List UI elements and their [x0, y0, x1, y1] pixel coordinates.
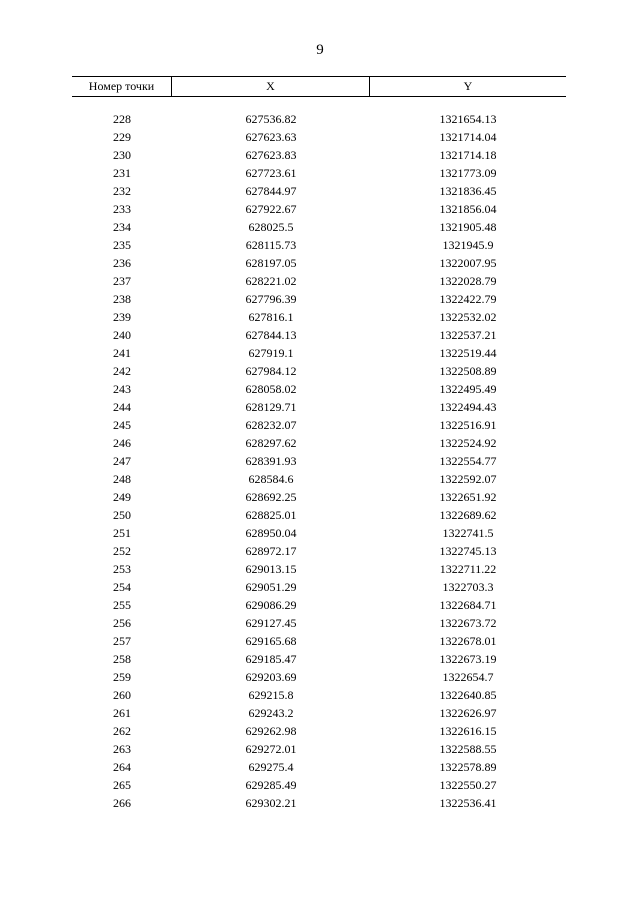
x-cell: 628972.17 [245, 544, 297, 558]
x-cell: 629272.01 [245, 742, 297, 756]
y-cell: 1322654.7 [442, 670, 494, 684]
x-cell: 629127.45 [245, 616, 297, 630]
y-cell: 1322626.97 [439, 706, 497, 720]
table-row [72, 200, 566, 218]
header-x: X [172, 77, 370, 96]
table-row [72, 632, 566, 650]
x-cell: 627922.67 [245, 202, 297, 216]
table-row [72, 560, 566, 578]
y-cell: 1322519.44 [439, 346, 497, 360]
table-row [72, 344, 566, 362]
point-number-cell: 251 [113, 526, 131, 540]
x-cell: 627816.1 [248, 310, 294, 324]
point-number-cell: 239 [113, 310, 131, 324]
x-cell: 629013.15 [245, 562, 297, 576]
table-row [72, 272, 566, 290]
point-number-cell: 247 [113, 454, 131, 468]
table-row [72, 704, 566, 722]
table-row [72, 362, 566, 380]
x-cell: 629275.4 [248, 760, 294, 774]
table-row [72, 290, 566, 308]
point-number-cell: 243 [113, 382, 131, 396]
x-cell: 628232.07 [245, 418, 297, 432]
table-row [72, 740, 566, 758]
y-cell: 1322516.91 [439, 418, 497, 432]
y-cell: 1321714.04 [439, 130, 497, 144]
point-number-cell: 240 [113, 328, 131, 342]
point-number-cell: 250 [113, 508, 131, 522]
y-cell: 1322028.79 [439, 274, 497, 288]
y-cell: 1322422.79 [439, 292, 497, 306]
x-cell: 628197.05 [245, 256, 297, 270]
x-cell: 628391.93 [245, 454, 297, 468]
table-row [72, 110, 566, 128]
point-number-cell: 249 [113, 490, 131, 504]
x-cell: 628115.73 [245, 238, 297, 252]
y-cell: 1322508.89 [439, 364, 497, 378]
point-number-cell: 265 [113, 778, 131, 792]
x-cell: 627623.83 [245, 148, 297, 162]
point-number-cell: 264 [113, 760, 131, 774]
y-cell: 1322592.07 [439, 472, 497, 486]
y-cell: 1321654.13 [439, 112, 497, 126]
y-cell: 1322640.85 [439, 688, 497, 702]
point-number-cell: 256 [113, 616, 131, 630]
y-cell: 1321773.09 [439, 166, 497, 180]
y-cell: 1322651.92 [439, 490, 497, 504]
table-row [72, 236, 566, 254]
point-number-cell: 238 [113, 292, 131, 306]
table-row [72, 488, 566, 506]
x-cell: 629185.47 [245, 652, 297, 666]
y-cell: 1322711.22 [439, 562, 497, 576]
y-cell: 1322007.95 [439, 256, 497, 270]
y-cell: 1322554.77 [439, 454, 497, 468]
y-cell: 1322678.01 [439, 634, 497, 648]
table-row [72, 668, 566, 686]
x-cell: 627919.1 [248, 346, 294, 360]
y-cell: 1322578.89 [439, 760, 497, 774]
x-cell: 629285.49 [245, 778, 297, 792]
point-number-cell: 246 [113, 436, 131, 450]
point-number-cell: 237 [113, 274, 131, 288]
table-row [72, 254, 566, 272]
point-number-cell: 233 [113, 202, 131, 216]
table-row [72, 506, 566, 524]
y-cell: 1322495.49 [439, 382, 497, 396]
x-cell: 628825.01 [245, 508, 297, 522]
point-number-cell: 260 [113, 688, 131, 702]
point-number-cell: 254 [113, 580, 131, 594]
x-cell: 628297.62 [245, 436, 297, 450]
y-cell: 1322588.55 [439, 742, 497, 756]
point-number-cell: 245 [113, 418, 131, 432]
x-cell: 627623.63 [245, 130, 297, 144]
x-cell: 629165.68 [245, 634, 297, 648]
point-number-cell: 242 [113, 364, 131, 378]
point-number-cell: 232 [113, 184, 131, 198]
point-number-cell: 258 [113, 652, 131, 666]
y-cell: 1322524.92 [439, 436, 497, 450]
table-row [72, 146, 566, 164]
y-cell: 1322537.21 [439, 328, 497, 342]
table-row [72, 434, 566, 452]
y-cell: 1322741.5 [442, 526, 494, 540]
x-cell: 628058.02 [245, 382, 297, 396]
y-cell: 1321905.48 [439, 220, 497, 234]
point-number-cell: 231 [113, 166, 131, 180]
table-row [72, 164, 566, 182]
header-point-number: Номер точки [72, 77, 172, 96]
x-cell: 629243.2 [248, 706, 294, 720]
point-number-cell: 262 [113, 724, 131, 738]
y-cell: 1322536.41 [439, 796, 497, 810]
x-cell: 627844.13 [245, 328, 297, 342]
header-y: Y [463, 79, 473, 93]
table-row [72, 686, 566, 704]
table-row [72, 326, 566, 344]
table-row [72, 452, 566, 470]
point-number-cell: 248 [113, 472, 131, 486]
y-cell: 1321856.04 [439, 202, 497, 216]
table-row [72, 182, 566, 200]
table-row [72, 650, 566, 668]
x-cell: 629302.21 [245, 796, 297, 810]
y-cell: 1322494.43 [439, 400, 497, 414]
table-row [72, 542, 566, 560]
point-number-cell: 230 [113, 148, 131, 162]
x-cell: 627723.61 [245, 166, 297, 180]
table-row [72, 416, 566, 434]
x-cell: 628950.04 [245, 526, 297, 540]
point-number-cell: 259 [113, 670, 131, 684]
y-cell: 1322673.72 [439, 616, 497, 630]
x-cell: 628692.25 [245, 490, 297, 504]
y-cell: 1322673.19 [439, 652, 497, 666]
y-cell: 1321945.9 [442, 238, 494, 252]
x-cell: 629203.69 [245, 670, 297, 684]
table-row [72, 614, 566, 632]
y-cell: 1322689.62 [439, 508, 497, 522]
point-number-cell: 253 [113, 562, 131, 576]
point-number-cell: 257 [113, 634, 131, 648]
table-row [72, 578, 566, 596]
table-row [72, 380, 566, 398]
point-number-cell: 266 [113, 796, 131, 810]
point-number-cell: 261 [113, 706, 131, 720]
y-cell: 1321714.18 [439, 148, 497, 162]
x-cell: 629051.29 [245, 580, 297, 594]
point-number-cell: 235 [113, 238, 131, 252]
point-number-cell: 244 [113, 400, 131, 414]
point-number-cell: 241 [113, 346, 131, 360]
x-cell: 628221.02 [245, 274, 297, 288]
point-number-cell: 234 [113, 220, 131, 234]
point-number-cell: 229 [113, 130, 131, 144]
table-row [72, 524, 566, 542]
table-row [72, 218, 566, 236]
coordinates-table [72, 76, 566, 812]
x-cell: 629086.29 [245, 598, 297, 612]
point-number-cell: 255 [113, 598, 131, 612]
x-cell: 628584.6 [248, 472, 294, 486]
table-row [72, 794, 566, 812]
point-number-cell: 263 [113, 742, 131, 756]
y-cell: 1322550.27 [439, 778, 497, 792]
table-row [72, 722, 566, 740]
table-row [72, 776, 566, 794]
x-cell: 629215.8 [248, 688, 294, 702]
x-cell: 629262.98 [245, 724, 297, 738]
x-cell: 627796.39 [245, 292, 297, 306]
table-row [72, 398, 566, 416]
table-body [72, 97, 566, 812]
table-row [72, 758, 566, 776]
table-row [72, 596, 566, 614]
point-number-cell: 252 [113, 544, 131, 558]
y-cell: 1322703.3 [442, 580, 494, 594]
x-cell: 628025.5 [248, 220, 294, 234]
table-row [72, 470, 566, 488]
y-cell: 1322684.71 [439, 598, 497, 612]
point-number-cell: 236 [113, 256, 131, 270]
x-cell: 627844.97 [245, 184, 297, 198]
table-row [72, 308, 566, 326]
y-cell: 1322532.02 [439, 310, 497, 324]
point-number-cell: 228 [113, 112, 131, 126]
x-cell: 628129.71 [245, 400, 297, 414]
y-cell: 1322616.15 [439, 724, 497, 738]
y-cell: 1321836.45 [439, 184, 497, 198]
table-header [72, 76, 566, 97]
table-row [72, 128, 566, 146]
y-cell: 1322745.13 [439, 544, 497, 558]
x-cell: 627536.82 [245, 112, 297, 126]
page-number: 9 [316, 42, 324, 58]
x-cell: 627984.12 [245, 364, 297, 378]
